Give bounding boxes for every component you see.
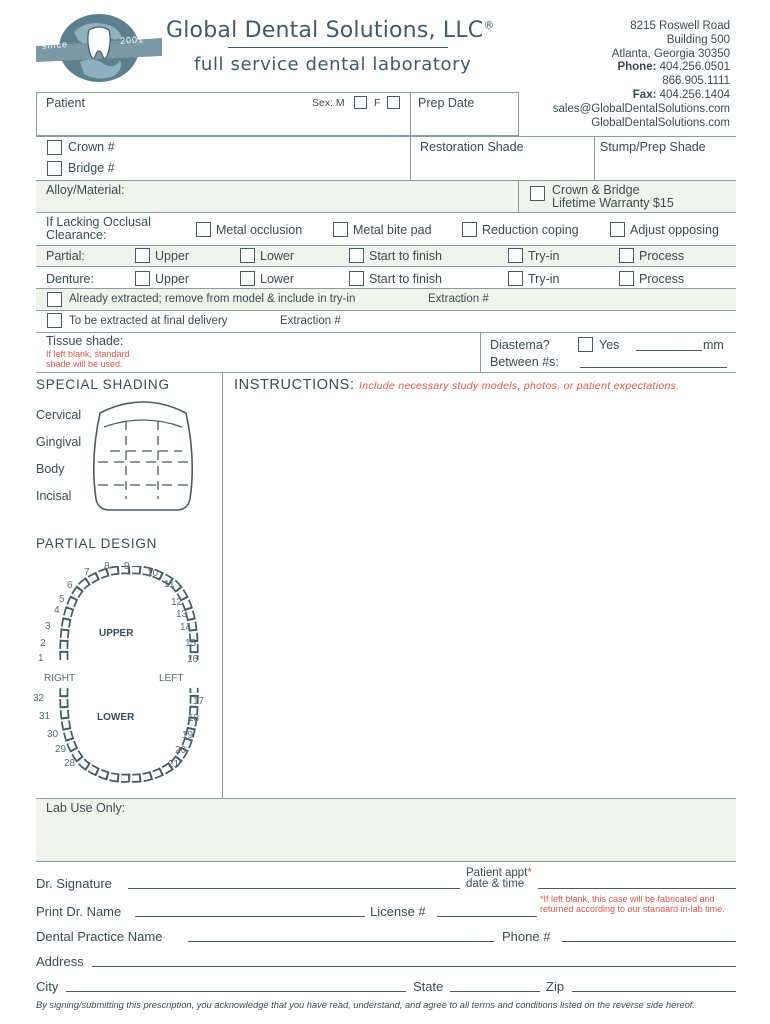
- fax-line: Fax: 404.256.1404: [632, 88, 730, 101]
- adjust-checkbox[interactable]: [610, 222, 625, 237]
- tissue-note-1: If left blank, standard: [46, 349, 130, 359]
- alloy-label: Alloy/Material:: [46, 183, 125, 197]
- shading-cervical-label: Cervical: [36, 408, 82, 422]
- partial-lower-checkbox[interactable]: [240, 248, 255, 263]
- divider: [410, 92, 411, 136]
- patient-appt-field[interactable]: [538, 888, 736, 889]
- occlusal-label-1: If Lacking Occlusal: [46, 215, 151, 229]
- address-line-3: Atlanta, Georgia 30350: [611, 47, 730, 60]
- lower-label: LOWER: [97, 712, 135, 723]
- upper-label: UPPER: [99, 628, 134, 639]
- partial-label: Partial:: [46, 249, 85, 263]
- tooth-number: 32: [33, 693, 45, 704]
- logo-since: since: [41, 39, 69, 51]
- metal-occlusion-label: Metal occlusion: [216, 223, 303, 237]
- prep-date-label: Prep Date: [418, 96, 475, 110]
- diastema-mm-field[interactable]: [636, 350, 702, 351]
- stump-shade-label: Stump/Prep Shade: [600, 140, 706, 154]
- warranty-label-1: Crown & Bridge: [552, 183, 640, 197]
- lab-use-box: [36, 799, 736, 861]
- right-label: RIGHT: [44, 673, 76, 684]
- already-extracted-checkbox[interactable]: [47, 292, 62, 307]
- patient-appt-label: Patient appt* date & time: [466, 867, 532, 890]
- tooth-number: 18: [188, 713, 200, 724]
- dr-signature-label: Dr. Signature: [36, 876, 112, 891]
- tissue-note-2: shade will be used.: [46, 359, 123, 369]
- denture-process-label: Process: [639, 272, 685, 286]
- metal-bite-checkbox[interactable]: [333, 222, 348, 237]
- tooth-number: 15: [185, 638, 197, 649]
- tissue-label: Tissue shade:: [46, 334, 124, 348]
- footer-terms: By signing/submitting this prescription, you acknowledge that you have read, understand, and agree to all terms and conditions listed on the reverse side hereof.: [36, 1000, 695, 1010]
- special-shading-title: SPECIAL SHADING: [36, 377, 170, 392]
- address-line-1: 8215 Roswell Road: [630, 20, 730, 32]
- tooth-number: 1: [38, 653, 44, 664]
- tooth-number: 19: [182, 730, 194, 741]
- diastema-yes-checkbox[interactable]: [578, 337, 593, 352]
- tooth-number: 31: [39, 711, 51, 722]
- tooth-number: 4: [54, 605, 60, 616]
- crown-label: Crown #: [68, 140, 115, 154]
- instructions-divider: [222, 372, 223, 798]
- phone-field[interactable]: [562, 941, 736, 942]
- phone-line-2: 866.905.1111: [662, 75, 730, 88]
- tooth-number: 8: [104, 561, 110, 572]
- metal-occlusion-checkbox[interactable]: [196, 222, 211, 237]
- partial-lower-label: Lower: [260, 249, 295, 263]
- denture-tryin-label: Try-in: [528, 272, 560, 286]
- license-field[interactable]: [437, 916, 537, 917]
- reduction-checkbox[interactable]: [462, 222, 477, 237]
- sex-m-checkbox[interactable]: [354, 96, 367, 109]
- tooth-number: 30: [47, 729, 59, 740]
- denture-start-label: Start to finish: [369, 272, 442, 286]
- partial-upper-label: Upper: [155, 249, 190, 263]
- tooth-number: 14: [180, 622, 192, 633]
- denture-upper-checkbox[interactable]: [135, 271, 150, 286]
- website: GlobalDentalSolutions.com: [591, 116, 730, 129]
- to-be-extracted-label: To be extracted at final delivery: [69, 315, 228, 327]
- print-name-field[interactable]: [135, 916, 365, 917]
- divider: [36, 310, 736, 311]
- between-field[interactable]: [580, 367, 727, 368]
- sex-f-label: F: [374, 97, 381, 109]
- tooth-number: 17: [193, 696, 205, 707]
- divider: [36, 136, 736, 137]
- tooth-number: 6: [67, 580, 73, 591]
- tooth-number: 2: [40, 638, 46, 649]
- dr-signature-field[interactable]: [128, 888, 460, 889]
- city-field[interactable]: [66, 991, 406, 992]
- instructions-title: INSTRUCTIONS: Include necessary study models, photos, or patient expectations.: [234, 377, 680, 393]
- phone-line: Phone: 404.256.0501: [617, 61, 730, 74]
- address-label: Address: [36, 954, 84, 969]
- zip-label: Zip: [546, 979, 565, 994]
- warranty-label-2: Lifetime Warranty $15: [552, 196, 674, 210]
- denture-label: Denture:: [46, 272, 94, 286]
- tooth-number: 9: [124, 561, 130, 572]
- partial-start-checkbox[interactable]: [349, 248, 364, 263]
- company-name: Global Dental Solutions, LLC®: [166, 18, 495, 43]
- reduction-label: Reduction coping: [482, 223, 579, 237]
- tooth-number: 29: [55, 744, 67, 755]
- partial-process-checkbox[interactable]: [619, 248, 634, 263]
- divider: [410, 136, 411, 180]
- practice-field[interactable]: [188, 941, 494, 942]
- tooth-number: 13: [176, 609, 188, 620]
- tooth-number: 12: [171, 597, 183, 608]
- sex-label: Sex: M: [312, 97, 345, 109]
- tooth-number: 11: [164, 579, 175, 590]
- license-label: License #: [370, 904, 426, 919]
- company-tagline: full service dental laboratory: [194, 54, 472, 75]
- occlusal-label-2: Clearance:: [46, 228, 107, 242]
- tooth-number: 28: [64, 758, 76, 769]
- shading-body-label: Body: [36, 462, 65, 476]
- state-field[interactable]: [450, 991, 540, 992]
- already-extracted-label: Already extracted; remove from model & include in try-in: [69, 293, 356, 305]
- partial-process-label: Process: [639, 249, 685, 263]
- divider: [36, 861, 736, 862]
- divider: [594, 136, 595, 180]
- tooth-number: 21: [168, 759, 180, 770]
- extraction-label-2: Extraction #: [280, 315, 341, 327]
- address-field[interactable]: [92, 966, 736, 967]
- between-label: Between #s:: [490, 355, 559, 369]
- diastema-mm-label: mm: [703, 338, 724, 352]
- partial-tryin-checkbox[interactable]: [508, 248, 523, 263]
- denture-upper-label: Upper: [155, 272, 190, 286]
- practice-label: Dental Practice Name: [36, 929, 163, 944]
- crown-checkbox[interactable]: [47, 140, 62, 155]
- divider: [36, 332, 736, 333]
- tooth-number: 20: [175, 745, 187, 756]
- adjust-label: Adjust opposing: [630, 223, 719, 237]
- tooth-number: 7: [84, 567, 90, 578]
- bridge-checkbox[interactable]: [47, 161, 62, 176]
- restoration-shade-label: Restoration Shade: [420, 140, 524, 154]
- divider: [36, 212, 736, 213]
- phone-label: Phone #: [502, 929, 551, 944]
- patient-label: Patient: [46, 96, 85, 110]
- tooth-number: 16: [187, 654, 199, 665]
- address-line-2: Building 500: [666, 33, 730, 46]
- tooth-number: 3: [45, 621, 51, 632]
- email: sales@GlobalDentalSolutions.com: [552, 102, 730, 115]
- diastema-label: Diastema?: [490, 338, 550, 352]
- tooth-number: 10: [147, 568, 159, 579]
- diastema-yes-label: Yes: [599, 338, 620, 352]
- lab-use-label: Lab Use Only:: [46, 801, 126, 815]
- divider: [518, 180, 519, 212]
- denture-start-checkbox[interactable]: [349, 271, 364, 286]
- zip-field[interactable]: [572, 991, 736, 992]
- city-label: City: [36, 979, 59, 994]
- company-contact: [553, 20, 730, 130]
- appt-note-2: returned according to our standard in-lab time.: [540, 904, 725, 914]
- warranty-checkbox[interactable]: [530, 186, 545, 201]
- denture-lower-label: Lower: [260, 272, 295, 286]
- denture-lower-checkbox[interactable]: [240, 271, 255, 286]
- divider: [518, 92, 519, 136]
- shading-gingival-label: Gingival: [36, 435, 82, 449]
- tooth-shade-diagram[interactable]: [88, 399, 198, 519]
- logo-year: 2001: [119, 34, 145, 46]
- extraction-label-1: Extraction #: [428, 293, 489, 305]
- partial-start-label: Start to finish: [369, 249, 442, 263]
- to-be-extracted-checkbox[interactable]: [47, 313, 62, 328]
- partial-upper-checkbox[interactable]: [135, 248, 150, 263]
- divider: [36, 372, 736, 373]
- left-label: LEFT: [159, 673, 184, 684]
- metal-bite-label: Metal bite pad: [353, 223, 432, 237]
- denture-process-checkbox[interactable]: [619, 271, 634, 286]
- sex-f-checkbox[interactable]: [387, 96, 400, 109]
- divider: [480, 332, 481, 372]
- shading-incisal-label: Incisal: [36, 489, 72, 503]
- partial-design-title: PARTIAL DESIGN: [36, 536, 158, 551]
- header-divider: [228, 47, 448, 48]
- bridge-label: Bridge #: [68, 161, 115, 175]
- partial-tryin-label: Try-in: [528, 249, 560, 263]
- instructions-field[interactable]: [224, 396, 736, 796]
- appt-note-1: *If left blank, this case will be fabricated and: [540, 894, 715, 904]
- state-label: State: [413, 979, 444, 994]
- denture-tryin-checkbox[interactable]: [508, 271, 523, 286]
- print-name-label: Print Dr. Name: [36, 904, 122, 919]
- tooth-number: 5: [59, 594, 65, 605]
- divider: [36, 266, 736, 267]
